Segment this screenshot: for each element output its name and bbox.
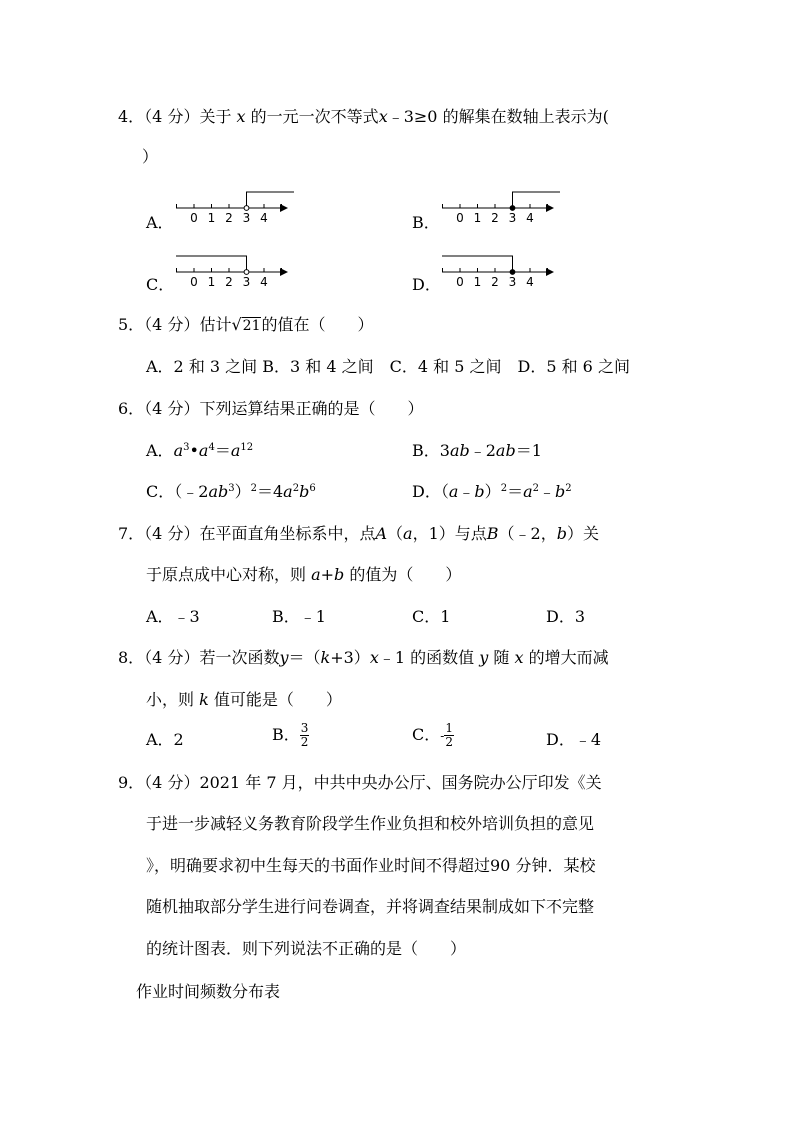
q8-option-c[interactable]: C．- $\frac{1}{2}$ — [412, 721, 453, 749]
q4-option-b-label[interactable]: B． — [412, 213, 440, 232]
q8-option-a[interactable]: A．2 — [146, 730, 184, 749]
q7-option-d[interactable]: D．3 — [546, 607, 586, 626]
number-line-c — [170, 250, 300, 294]
q6-option-a[interactable]: A．$a^3•a^4=a^{12}$ — [146, 441, 254, 460]
tick-label: 2 — [491, 211, 499, 225]
tick-label: 4 — [526, 275, 534, 289]
number-line-b — [436, 186, 566, 230]
q8-option-d[interactable]: D．﹣4 — [546, 730, 602, 749]
q7-option-c[interactable]: C．1 — [412, 607, 451, 626]
q4-option-a-label[interactable]: A． — [146, 213, 174, 232]
closed-dot-icon — [510, 206, 515, 211]
q7-stem-line2: 于原点成中心对称，则 a+b 的值为（ ） — [146, 565, 462, 584]
closed-dot-icon — [510, 270, 515, 275]
tick-label: 3 — [508, 275, 517, 289]
tick-label: 0 — [456, 211, 464, 225]
tick-label: 1 — [473, 275, 482, 289]
q5-stem: 5．（4 分）估计√21的值在（ ） — [118, 314, 374, 337]
q7-stem-line1: 7．（4 分）在平面直角坐标系中，点A（a，1）与点B（﹣2，b）关 — [118, 524, 599, 543]
tick-label: 3 — [242, 211, 251, 225]
open-dot-icon — [244, 270, 249, 275]
tick-label: 1 — [207, 211, 216, 225]
q8-stem-line2: 小，则 k 值可能是（ ） — [146, 690, 342, 709]
tick-label: 1 — [473, 211, 482, 225]
tick-label: 3 — [508, 211, 517, 225]
tick-label: 4 — [260, 211, 268, 225]
q8-option-b[interactable]: B． $\frac{3}{2}$ — [272, 721, 309, 749]
q9-stem-line5: 的统计图表．则下列说法不正确的是（ ） — [146, 939, 467, 958]
q6-option-c[interactable]: C．$(﹣2ab^3)^2=4a^2b^6$ — [146, 482, 316, 501]
tick-label: 0 — [456, 275, 464, 289]
q9-stem-line3: 》，明确要求初中生每天的书面作业时间不得超过90 分钟．某校 — [146, 856, 596, 875]
sqrt-symbol: √21 — [231, 315, 261, 334]
q6-stem: 6．（4 分）下列运算结果正确的是（ ） — [118, 399, 424, 418]
q5-options[interactable]: A．2 和 3 之间 B．3 和 4 之间 C．4 和 5 之间 D．5 和 6 之间 — [146, 357, 630, 376]
tick-label: 4 — [526, 211, 534, 225]
q8-stem-line1: 8．（4 分）若一次函数y＝（k+3）x﹣1 的函数值 y 随 x 的增大而减 — [118, 648, 609, 667]
fraction-one-half: $\frac{1}{2}$ — [445, 721, 453, 749]
tick-label: 1 — [207, 275, 216, 289]
open-dot-icon — [244, 206, 249, 211]
q6-option-b[interactable]: B．3ab﹣2ab＝1 — [412, 441, 542, 460]
tick-label: 2 — [225, 211, 233, 225]
tick-label: 0 — [190, 275, 198, 289]
q4-stem-line2: ） — [142, 147, 159, 166]
tick-label: 0 — [190, 211, 198, 225]
tick-label: 2 — [491, 275, 499, 289]
fraction-three-halves: $\frac{3}{2}$ — [300, 721, 309, 749]
q9-table-title: 作业时间频数分布表 — [136, 982, 281, 1001]
q9-stem-line1: 9．（4 分）2021 年 7 月，中共中央办公厅、国务院办公厅印发《关 — [118, 773, 602, 792]
q9-stem-line4: 随机抽取部分学生进行问卷调查，并将调查结果制成如下不完整 — [146, 897, 595, 916]
q9-stem-line2: 于进一步减轻义务教育阶段学生作业负担和校外培训负担的意见 — [146, 814, 595, 833]
tick-label: 3 — [242, 275, 251, 289]
tick-label: 4 — [260, 275, 268, 289]
q7-option-b[interactable]: B．﹣1 — [272, 607, 326, 626]
solution-bracket — [247, 192, 295, 208]
solution-bracket — [513, 192, 561, 208]
tick-label: 2 — [225, 275, 233, 289]
number-line-a — [170, 186, 300, 230]
q7-option-a[interactable]: A．﹣3 — [146, 607, 200, 626]
q4-option-c-label[interactable]: C． — [146, 275, 175, 294]
q6-option-d[interactable]: D．$(a﹣b)^2=a^2﹣b^2$ — [412, 482, 572, 501]
q4-option-d-label[interactable]: D． — [412, 275, 441, 294]
q4-stem-line1: 4．（4 分）关于 x 的一元一次不等式x﹣3≥0 的解集在数轴上表示为( — [118, 107, 609, 126]
number-line-d — [436, 250, 566, 294]
